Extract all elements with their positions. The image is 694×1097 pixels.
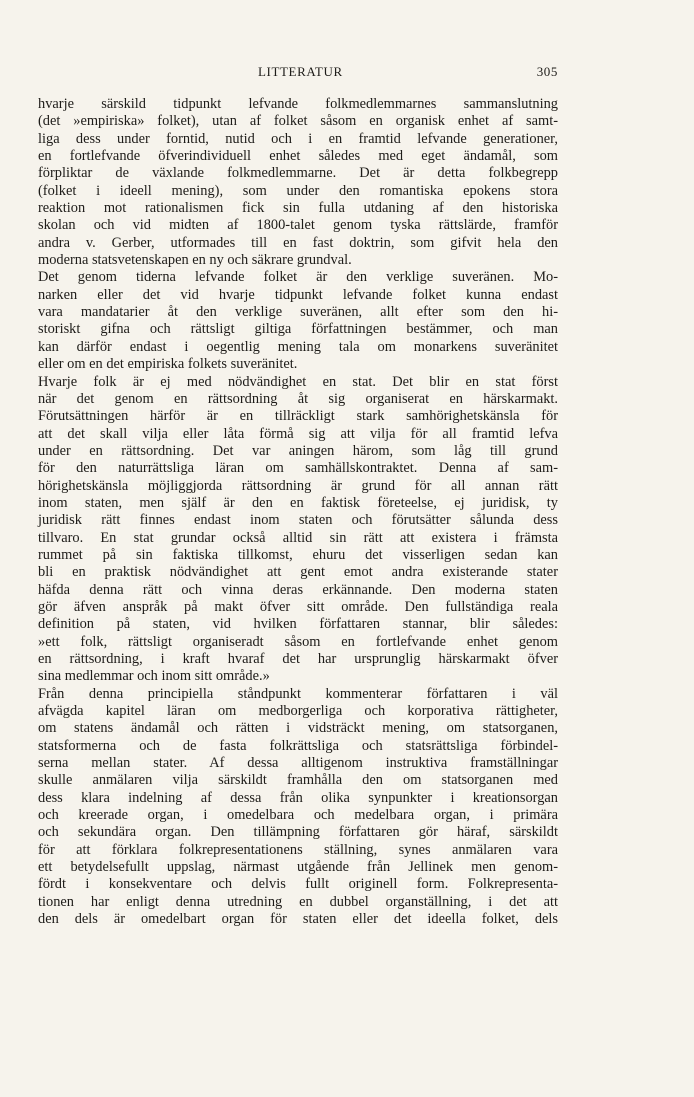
- text-line: ett betydelsefullt uppslag, närmast utgående från Jellinek men genom-: [38, 859, 558, 876]
- text-line: reaktion mot rationalismen fick sin fulla utdaning af den historiska: [38, 200, 558, 217]
- text-line: statsformerna och de fasta folkrättsliga och statsrättsliga förbindel-: [38, 737, 558, 754]
- text-line: narken eller det vid hvarje tidpunkt lefvande folket kunna endast: [38, 286, 558, 303]
- page-header: [38, 64, 558, 84]
- text-line: att det skall vilja eller låta förmå sig att vilja för all framtid lefva: [38, 425, 558, 442]
- text-line: vara mandatarier åt den verklige suveränen, allt efter som den hi-: [38, 304, 558, 321]
- text-line: häfda denna rätt och vinna deras erkännande. Den moderna staten: [38, 581, 558, 598]
- text-line: moderna statsvetenskapen en ny och säkrare grundval.: [38, 252, 352, 269]
- body-text: [38, 96, 558, 929]
- text-line: den dels är omedelbart organ för staten eller det ideella folket, dels: [38, 911, 558, 928]
- text-line: Från denna principiella ståndpunkt kommenterar författaren i väl: [38, 685, 558, 702]
- text-line: (det »empiriska» folket), utan af folket såsom en organisk enhet af samt-: [38, 113, 558, 130]
- text-line: fördt i konsekventare och delvis fullt originell form. Folkrepresenta-: [38, 876, 558, 893]
- text-line: en rättsordning, i kraft hvaraf det har ursprunglig härskarmakt öfver: [38, 651, 558, 667]
- text-line: hvarje särskild tidpunkt lefvande folkmedlemmarnes sammanslutning: [38, 96, 558, 112]
- text-line: liga dess under forntid, nutid och i en framtid lefvande generationer,: [38, 130, 558, 147]
- text-line: afvägda kapitel läran om medborgerliga och korporativa rättigheter,: [38, 703, 558, 720]
- text-line: hörighetskänsla möjliggjorda rättsordning är grund för all annan rätt: [38, 477, 558, 494]
- text-line: eller om en det empiriska folkets suveränitet.: [38, 356, 298, 373]
- text-line: och kreerade organ, i omedelbara och medelbara organ, i primära: [38, 807, 558, 824]
- text-line: inom staten, men själf är den en faktisk företeelse, ej juridisk, ty: [38, 494, 558, 511]
- text-line: serna mellan stater. Af dessa alltigenom instruktiva framställningar: [38, 755, 558, 772]
- text-line: Det genom tiderna lefvande folket är den verklige suveränen. Mo-: [38, 269, 558, 286]
- text-line: under en rättsordning. Det var aningen härom, som låg till grund: [38, 442, 558, 459]
- text-line: Hvarje folk är ej med nödvändighet en stat. Det blir en stat först: [38, 373, 558, 390]
- text-line: sina medlemmar och inom sitt område.»: [38, 668, 270, 685]
- text-line: och sekundära organ. Den tillämpning författaren gör häraf, särskildt: [38, 824, 558, 841]
- text-line: kan därför endast i oegentlig mening tala om monarkens suveränitet: [38, 338, 558, 355]
- text-line: rummet på sin faktiska tillkomst, ehuru det visserligen sedan kan: [38, 546, 558, 563]
- running-head: LITTERATUR: [258, 64, 343, 79]
- text-line: skolan och vid midten af 1800-talet genom tyska rättslärde, framför: [38, 217, 558, 234]
- text-line: när det genom en rättsordning åt sig organiserat en härskarmakt.: [38, 390, 558, 407]
- page-number: 305: [536, 64, 558, 79]
- text-line: (folket i ideell mening), som under den romantiska epokens stora: [38, 182, 558, 199]
- text-line: Förutsättningen härför är en tillräckligt stark samhörighetskänsla för: [38, 408, 558, 425]
- text-line: storiskt gifna och rättsligt giltiga författningen bestämmer, och man: [38, 321, 558, 338]
- text-line: om statens ändamål och rätten i vidsträckt mening, om statsorganen,: [38, 720, 558, 737]
- text-line: tionen har enligt denna utredning en dubbel organställning, i det att: [38, 893, 558, 910]
- text-line: »ett folk, rättsligt organiseradt såsom en fortlefvande enhet genom: [38, 633, 558, 650]
- text-line: för att förklara folkrepresentationens ställning, synes anmälaren vara: [38, 841, 558, 858]
- text-line: en fortlefvande öfverindividuell enhet således med eget ändamål, som: [38, 148, 558, 165]
- text-line: definition på staten, vid hvilken författaren stannar, blir således:: [38, 616, 558, 633]
- text-line: förpliktar de växlande folkmedlemmarne. Det är detta folkbegrepp: [38, 165, 558, 182]
- text-line: dess klara indelning af dessa från olika synpunkter i kreationsorgan: [38, 789, 558, 806]
- text-line: bli en praktisk nödvändighet att gent emot andra existerande stater: [38, 564, 558, 581]
- text-line: juridisk rätt finnes endast inom staten och förutsätter sålunda dess: [38, 512, 558, 529]
- text-line: gör äfven anspråk på makt öfver sitt område. Den fullständiga reala: [38, 598, 558, 615]
- text-line: andra v. Gerber, utformades till en fast doktrin, som gifvit hela den: [38, 234, 558, 251]
- text-line: för den naturrättsliga läran om samhällskontraktet. Denna af sam-: [38, 460, 558, 477]
- text-line: tillvaro. En stat grundar också alltid sin rätt att existera i främsta: [38, 529, 558, 546]
- text-line: skulle anmälaren vilja särskildt framhålla den om statsorganen med: [38, 772, 558, 789]
